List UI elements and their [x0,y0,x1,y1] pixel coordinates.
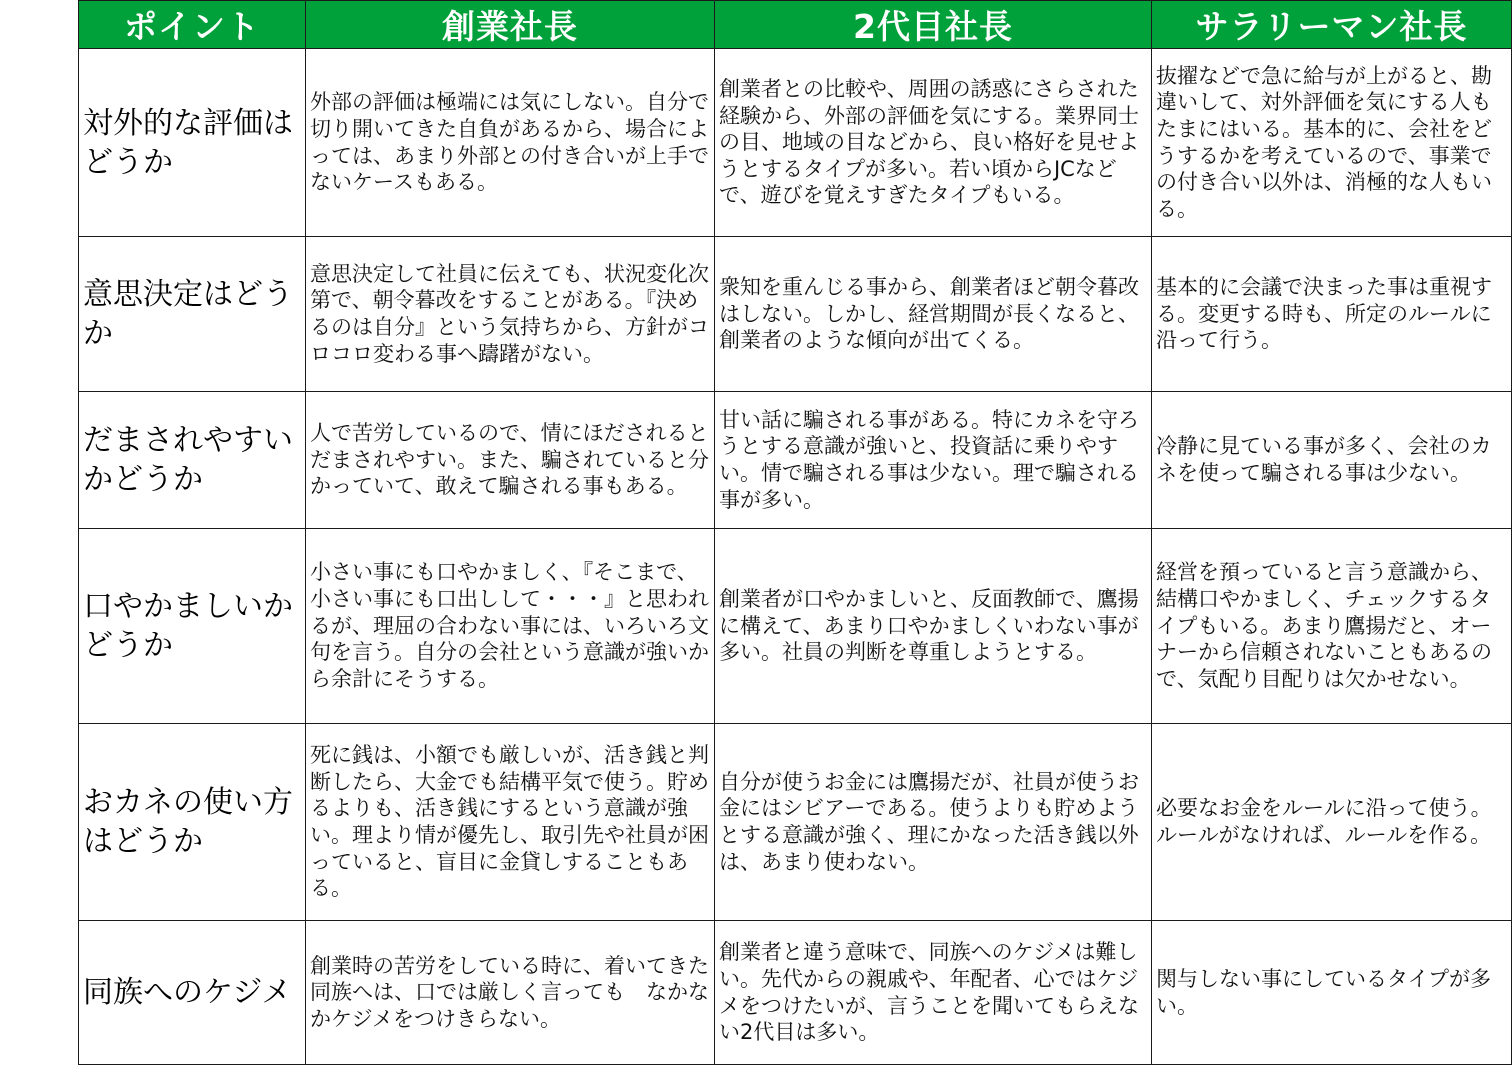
president-comparison-table [78,0,1512,1065]
row-point-label: だまされやすいかどうか [79,392,306,529]
second-generation-cell: 創業者が口やかましいと、反面教師で、鷹揚に構えて、あまり口やかましくいわない事が多い。社員の判断を尊重しようとする。 [715,529,1152,724]
table-row [79,392,1512,529]
salaried-cell: 必要なお金をルールに沿って使う。ルールがなければ、ルールを作る。 [1152,724,1512,921]
table-row [79,237,1512,392]
table-row [79,529,1512,724]
founder-cell: 人で苦労しているので、情にほだされるとだまされやすい。また、騙されていると分かっていて、敢えて騙される事もある。 [306,392,715,529]
header-point: ポイント [79,1,306,49]
salaried-cell: 冷静に見ている事が多く、会社のカネを使って騙される事は少ない。 [1152,392,1512,529]
salaried-cell: 抜擢などで急に給与が上がると、勘違いして、対外評価を気にする人もたまにはいる。基本的に、会社をどうするかを考えているので、事業での付き合い以外は、消極的な人もいる。 [1152,49,1512,237]
row-point-label: 対外的な評価はどうか [79,49,306,237]
founder-cell: 死に銭は、小額でも厳しいが、活き銭と判断したら、大金でも結構平気で使う。貯めるよりも、活き銭にするという意識が強い。理より情が優先し、取引先や社員が困っていると、盲目に金貸しすることもある。 [306,724,715,921]
second-generation-cell: 創業者と違う意味で、同族へのケジメは難しい。先代からの親戚や、年配者、心ではケジメをつけたいが、言うことを聞いてもらえない2代目は多い。 [715,921,1152,1065]
salaried-cell: 関与しない事にしているタイプが多い。 [1152,921,1512,1065]
second-generation-cell: 衆知を重んじる事から、創業者ほど朝令暮改はしない。しかし、経営期間が長くなると、創業者のような傾向が出てくる。 [715,237,1152,392]
comparison-sheet [78,0,1511,1062]
table-row [79,724,1512,921]
row-point-label: 同族へのケジメ [79,921,306,1065]
salaried-cell: 経営を預っていると言う意識から、結構口やかましく、チェックするタイプもいる。あまり鷹揚だと、オーナーから信頼されないこともあるので、気配り目配りは欠かせない。 [1152,529,1512,724]
row-point-label: 意思決定はどうか [79,237,306,392]
founder-cell: 創業時の苦労をしている時に、着いてきた同族へは、口では厳しく言っても なかなかケジメをつけきらない。 [306,921,715,1065]
row-point-label: おカネの使い方はどうか [79,724,306,921]
founder-cell: 小さい事にも口やかましく、『そこまで、小さい事にも口出しして・・・』と思われるが、理屈の合わない事には、いろいろ文句を言う。自分の会社という意識が強いから余計にそうする。 [306,529,715,724]
founder-cell: 外部の評価は極端には気にしない。自分で切り開いてきた自負があるから、場合によっては、あまり外部との付き合いが上手でないケースもある。 [306,49,715,237]
second-generation-cell: 甘い話に騙される事がある。特にカネを守ろうとする意識が強いと、投資話に乗りやすい。情で騙される事は少ない。理で騙される事が多い。 [715,392,1152,529]
salaried-cell: 基本的に会議で決まった事は重視する。変更する時も、所定のルールに沿って行う。 [1152,237,1512,392]
header-salaried-president: サラリーマン社長 [1152,1,1512,49]
row-point-label: 口やかましいかどうか [79,529,306,724]
second-generation-cell: 自分が使うお金には鷹揚だが、社員が使うお金にはシビアーである。使うよりも貯めようとする意識が強く、理にかなった活き銭以外は、あまり使わない。 [715,724,1152,921]
table-row [79,49,1512,237]
header-row [79,1,1512,49]
second-generation-cell: 創業者との比較や、周囲の誘惑にさらされた経験から、外部の評価を気にする。業界同士の目、地域の目などから、良い格好を見せようとするタイプが多い。若い頃からJCなどで、遊びを覚えすぎたタイプもいる。 [715,49,1152,237]
header-founder-president: 創業社長 [306,1,715,49]
table-row [79,921,1512,1065]
founder-cell: 意思決定して社員に伝えても、状況変化次第で、朝令暮改をすることがある。『決めるのは自分』という気持ちから、方針がコロコロ変わる事へ躊躇がない。 [306,237,715,392]
header-second-generation-president: 2代目社長 [715,1,1152,49]
